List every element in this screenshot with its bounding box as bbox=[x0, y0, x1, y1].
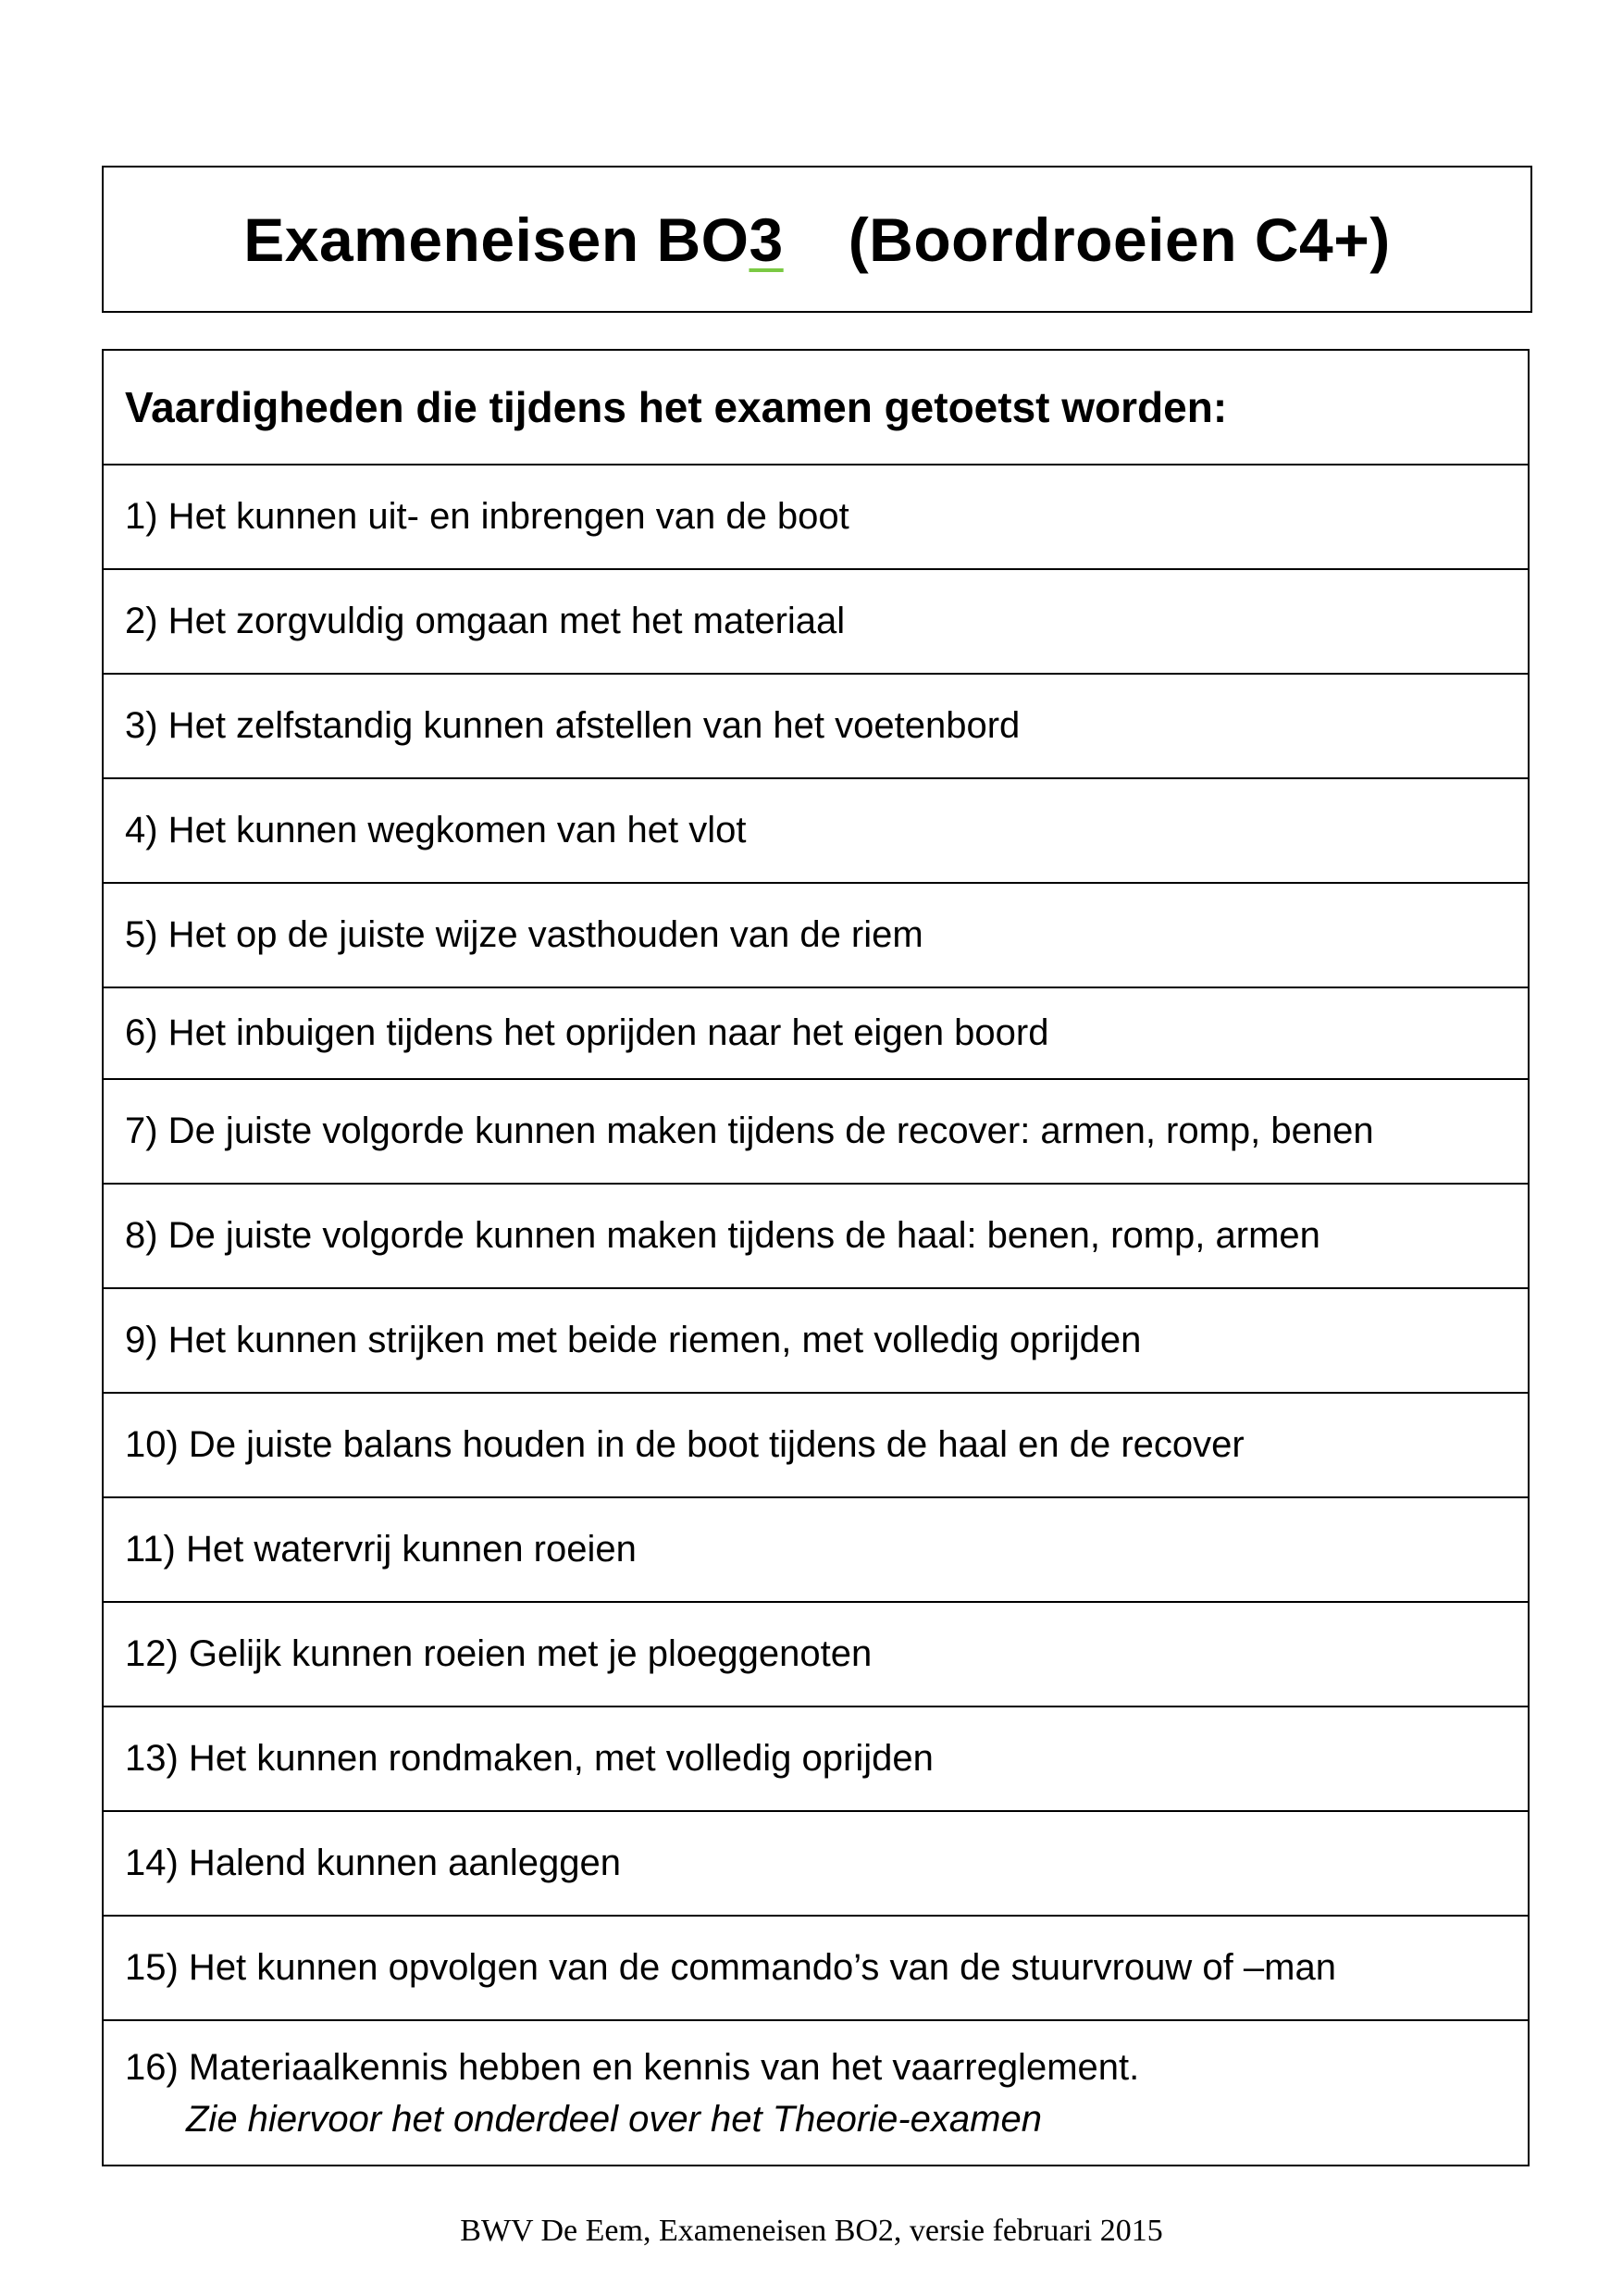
requirements-table bbox=[102, 349, 1530, 2166]
requirement-item: 5) Het op de juiste wijze vasthouden van de riem bbox=[103, 883, 1529, 987]
title-subtitle: (Boordroeien C4+) bbox=[848, 205, 1391, 274]
table-row bbox=[103, 465, 1529, 569]
requirement-item: 8) De juiste volgorde kunnen maken tijdens de haal: benen, romp, armen bbox=[103, 1184, 1529, 1288]
page-title bbox=[243, 205, 1391, 275]
table-row bbox=[103, 987, 1529, 1079]
title-highlight: 3 bbox=[749, 205, 784, 274]
requirement-item: 14) Halend kunnen aanleggen bbox=[103, 1811, 1529, 1916]
requirement-item: 13) Het kunnen rondmaken, met volledig oprijden bbox=[103, 1706, 1529, 1811]
requirement-item: 15) Het kunnen opvolgen van de commando’s van de stuurvrouw of –man bbox=[103, 1916, 1529, 2020]
requirement-item: 12) Gelijk kunnen roeien met je ploeggenoten bbox=[103, 1602, 1529, 1706]
requirement-item: 7) De juiste volgorde kunnen maken tijdens de recover: armen, romp, benen bbox=[103, 1079, 1529, 1184]
table-row bbox=[103, 1811, 1529, 1916]
table-header: Vaardigheden die tijdens het examen getoetst worden: bbox=[103, 350, 1529, 465]
table-row bbox=[103, 1706, 1529, 1811]
requirement-item: 11) Het watervrij kunnen roeien bbox=[103, 1497, 1529, 1602]
table-row bbox=[103, 674, 1529, 778]
table-row bbox=[103, 1916, 1529, 2020]
table-row bbox=[103, 1393, 1529, 1497]
requirement-item: 10) De juiste balans houden in de boot tijdens de haal en de recover bbox=[103, 1393, 1529, 1497]
table-row bbox=[103, 883, 1529, 987]
table-row bbox=[103, 1497, 1529, 1602]
requirement-item-last bbox=[103, 2020, 1529, 2166]
table-row bbox=[103, 2020, 1529, 2166]
requirement-item: 2) Het zorgvuldig omgaan met het materiaal bbox=[103, 569, 1529, 674]
title-main: Exameneisen BO bbox=[243, 205, 750, 274]
table-row bbox=[103, 778, 1529, 883]
requirement-item: 1) Het kunnen uit- en inbrengen van de boot bbox=[103, 465, 1529, 569]
page-footer: BWV De Eem, Exameneisen BO2, versie februari 2015 bbox=[460, 2214, 1163, 2248]
table-row bbox=[103, 1184, 1529, 1288]
table-row bbox=[103, 569, 1529, 674]
requirement-item: 6) Het inbuigen tijdens het oprijden naar het eigen boord bbox=[103, 987, 1529, 1079]
title-box bbox=[102, 166, 1532, 313]
table-row bbox=[103, 1079, 1529, 1184]
requirement-note: Zie hiervoor het onderdeel over het Theorie-examen bbox=[186, 2098, 1042, 2140]
requirement-item: 3) Het zelfstandig kunnen afstellen van het voetenbord bbox=[103, 674, 1529, 778]
requirement-item: 4) Het kunnen wegkomen van het vlot bbox=[103, 778, 1529, 883]
table-row bbox=[103, 1288, 1529, 1393]
table-row bbox=[103, 1602, 1529, 1706]
requirement-item: 16) Materiaalkennis hebben en kennis van het vaarreglement. bbox=[125, 2046, 1140, 2088]
table-header-row bbox=[103, 350, 1529, 465]
requirement-item: 9) Het kunnen strijken met beide riemen, met volledig oprijden bbox=[103, 1288, 1529, 1393]
